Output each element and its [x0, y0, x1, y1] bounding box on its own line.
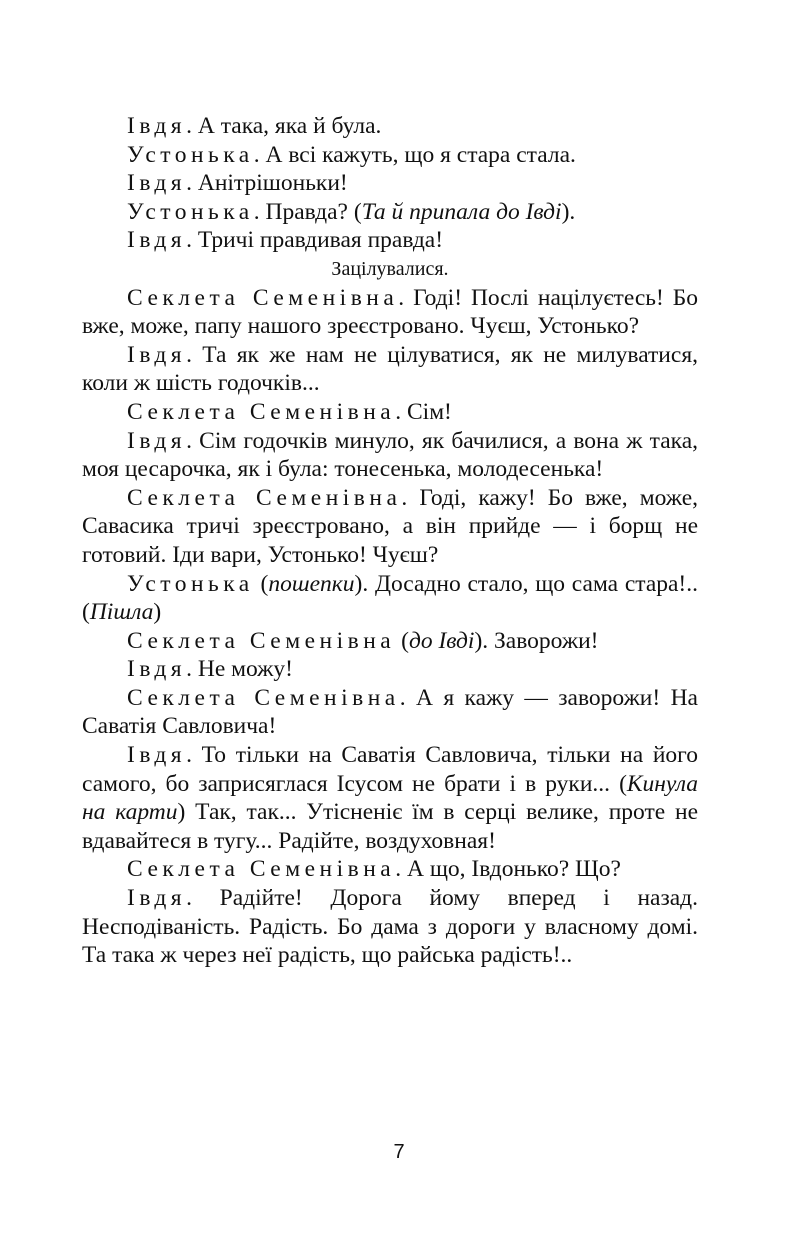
line-7: [82, 341, 698, 398]
line-6: [82, 284, 698, 341]
stage-remark: Пішла: [89, 599, 154, 626]
speech: ). Досадно стало, що сама стара!.. (: [82, 570, 699, 626]
line-14: [82, 684, 698, 741]
speech: . Та як же нам не цілуватися, як не милуватися, коли ж шість годочків...: [82, 341, 698, 397]
speech: (: [395, 627, 409, 654]
speaker: Івдя: [127, 170, 187, 197]
speech: . А всі кажуть, що я стара стала.: [253, 141, 576, 168]
stage-remark: Кинула на карти: [82, 770, 698, 826]
speaker: Івдя: [127, 742, 187, 769]
speech: ): [153, 599, 162, 626]
line-5: [82, 226, 698, 255]
speaker: Секлета Семенівна: [127, 484, 402, 511]
speech: (: [253, 570, 269, 597]
speech: . Не можу!: [186, 656, 293, 683]
speaker: Івдя: [127, 885, 187, 912]
line-15: [82, 741, 698, 855]
speech: . Сім годочків минуло, як бачилися, а вона ж така, моя цесарочка, як і була: тонесенька, молодесенька!: [82, 427, 698, 483]
speech: . Годі, кажу! Бо вже, може, Савасика тричі зреєстровано, а він прийде — і борщ не готовий. Іди вари, Устонько! Чуєш?: [82, 484, 699, 568]
speech: ) Так, так... Утісненіє їм в серці велике, проте не вдавайтеся в тугу... Радійте, воздуховная!: [82, 799, 699, 854]
line-8: [82, 398, 698, 427]
speech: . А я кажу — заворожи! На Саватія Савловича!: [82, 684, 698, 740]
speaker: Секлета Семенівна: [127, 627, 396, 654]
line-13: [82, 655, 698, 684]
line-12: [82, 627, 698, 656]
page-number: 7: [393, 1141, 405, 1163]
speech: ).: [561, 198, 576, 225]
stage-direction: Зацілувалися.: [331, 257, 449, 280]
stage-remark: Та й припала до Івді: [361, 198, 562, 225]
speaker: Івдя: [127, 113, 187, 139]
speaker: Івдя: [127, 656, 187, 683]
speaker: Секлета Семенівна: [127, 684, 400, 711]
line-3: [82, 169, 698, 198]
speaker: Івдя: [127, 427, 187, 454]
speech: . Правда? (: [253, 198, 362, 225]
line-1: [82, 112, 698, 141]
speech: . А така, яка й була.: [186, 113, 382, 139]
stage-remark: пошепки: [268, 570, 355, 597]
line-2: [82, 141, 698, 170]
speech: . Анітрішоньки!: [186, 170, 348, 197]
speech: . Радійте! Дорога йому вперед і назад. Несподіваність. Радість. Бо дама з дороги у власному домі. Та така ж через неї радість, що райська радість!..: [82, 885, 698, 969]
speech: . Тричі правдивая правда!: [186, 227, 444, 254]
speech: . То тільки на Саватія Савловича, тільки на його самого, бо заприсяглася Ісусом не брати і в руки... (: [82, 742, 698, 797]
line-17: [82, 884, 698, 970]
speaker: Секлета Семенівна: [127, 398, 396, 425]
line-4: [82, 198, 698, 227]
speaker: Секлета Семенівна: [127, 856, 396, 883]
play-text: [82, 112, 698, 970]
speaker: Івдя: [127, 341, 187, 368]
speech: ). Заворожи!: [474, 627, 599, 654]
speech: . А що, Івдонько? Що?: [395, 856, 621, 883]
line-10: [82, 484, 698, 570]
line-11: [82, 570, 698, 627]
speaker: Івдя: [127, 227, 187, 254]
speech: . Годі! Послі націлуєтесь! Бо вже, може, папу нашого зреєстровано. Чуєш, Устонько?: [82, 284, 698, 340]
speaker: Секлета Семенівна: [127, 284, 399, 311]
speech: . Сім!: [395, 398, 452, 425]
speaker: Устонька: [127, 198, 254, 225]
speaker: Устонька: [127, 570, 254, 597]
line-9: [82, 427, 698, 484]
speaker: Устонька: [127, 141, 254, 168]
line-16: [82, 855, 698, 884]
stage-remark: до Івді: [408, 627, 475, 654]
